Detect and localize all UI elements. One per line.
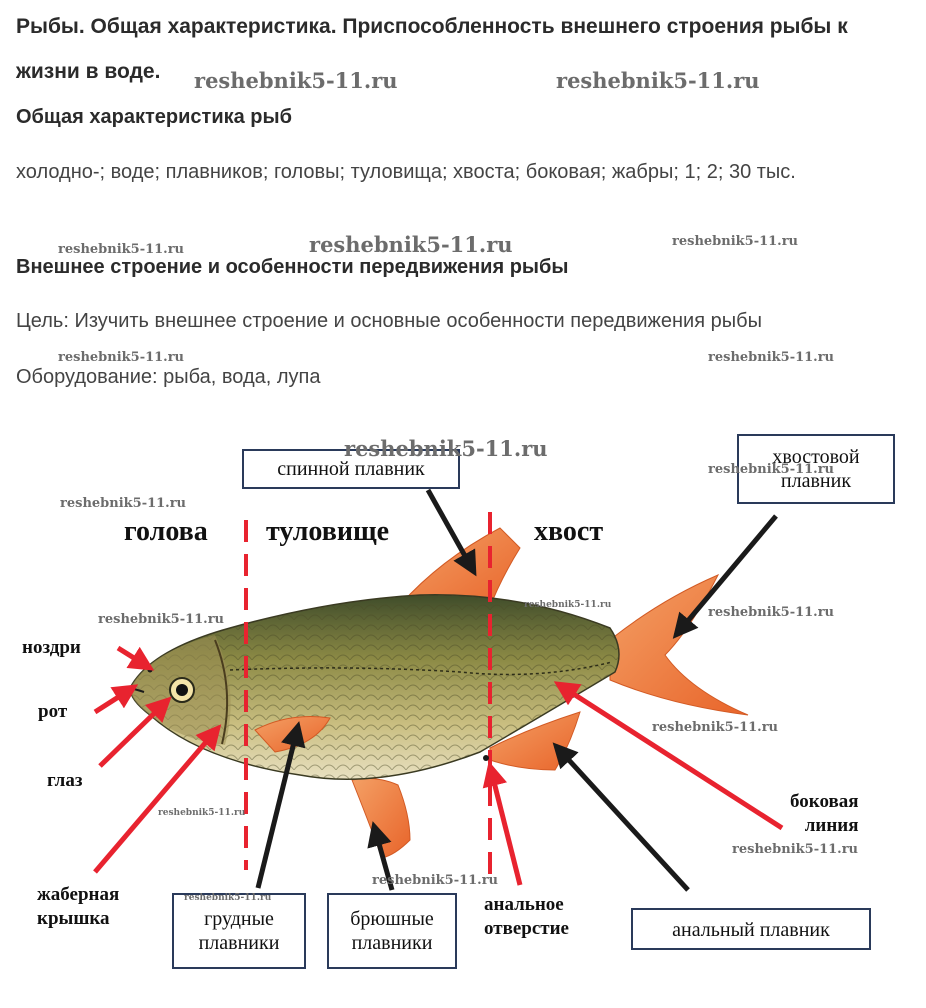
watermark: reshebnik5-11.ru	[372, 873, 499, 888]
gill-cover-label: жаберная крышка	[37, 884, 120, 929]
watermark: reshebnik5-11.ru	[58, 242, 185, 257]
watermark: reshebnik5-11.ru	[184, 893, 272, 903]
section-heading-general: Общая характеристика рыб	[16, 106, 292, 128]
watermark: reshebnik5-11.ru	[732, 842, 859, 857]
section-head-label: голова	[124, 516, 208, 547]
watermark: reshebnik5-11.ru	[524, 600, 612, 610]
caudal-fin	[610, 575, 748, 715]
watermark: reshebnik5-11.ru	[194, 68, 398, 93]
section-body-label: туловище	[266, 516, 390, 547]
pectoral-fins-box: грудные плавники	[172, 893, 306, 969]
watermark: reshebnik5-11.ru	[344, 436, 548, 461]
goal-text: Цель: Изучить внешнее строение и основные особенности передвижения рыбы	[16, 310, 762, 332]
watermark: reshebnik5-11.ru	[708, 462, 835, 477]
watermark: reshebnik5-11.ru	[708, 350, 835, 365]
caudal-fin-box: хвостовой плавник	[737, 434, 895, 504]
watermark: reshebnik5-11.ru	[60, 496, 187, 511]
watermark: reshebnik5-11.ru	[652, 720, 779, 735]
section-heading-external: Внешнее строение и особенности передвижения рыбы	[16, 256, 569, 278]
watermark: reshebnik5-11.ru	[58, 350, 185, 365]
anal-fin-box: анальный плавник	[631, 908, 871, 950]
watermark: reshebnik5-11.ru	[708, 605, 835, 620]
anus-label: анальное отверстие	[484, 894, 569, 939]
ventral-fins-box: брюшные плавники	[327, 893, 457, 969]
equipment-text: Оборудование: рыба, вода, лупа	[16, 366, 321, 388]
page-title: Рыбы. Общая характеристика. Приспособленность внешнего строения рыбы к жизни в воде.	[16, 15, 848, 83]
dorsal-fin-box: спинной плавник	[242, 449, 460, 489]
watermark: reshebnik5-11.ru	[158, 808, 246, 818]
watermark: reshebnik5-11.ru	[672, 234, 799, 249]
mouth-label: рот	[38, 701, 68, 722]
watermark: reshebnik5-11.ru	[556, 68, 760, 93]
eye-label: глаз	[47, 770, 83, 791]
answer-text: холодно-; воде; плавников; головы; туловища; хвоста; боковая; жабры; 1; 2; 30 тыс.	[16, 161, 796, 183]
nostrils-label: ноздри	[22, 637, 81, 658]
lateral-line-label: боковая линия	[790, 791, 859, 836]
section-tail-label: хвост	[534, 516, 604, 547]
watermark: reshebnik5-11.ru	[98, 612, 225, 627]
watermark: reshebnik5-11.ru	[309, 232, 513, 257]
